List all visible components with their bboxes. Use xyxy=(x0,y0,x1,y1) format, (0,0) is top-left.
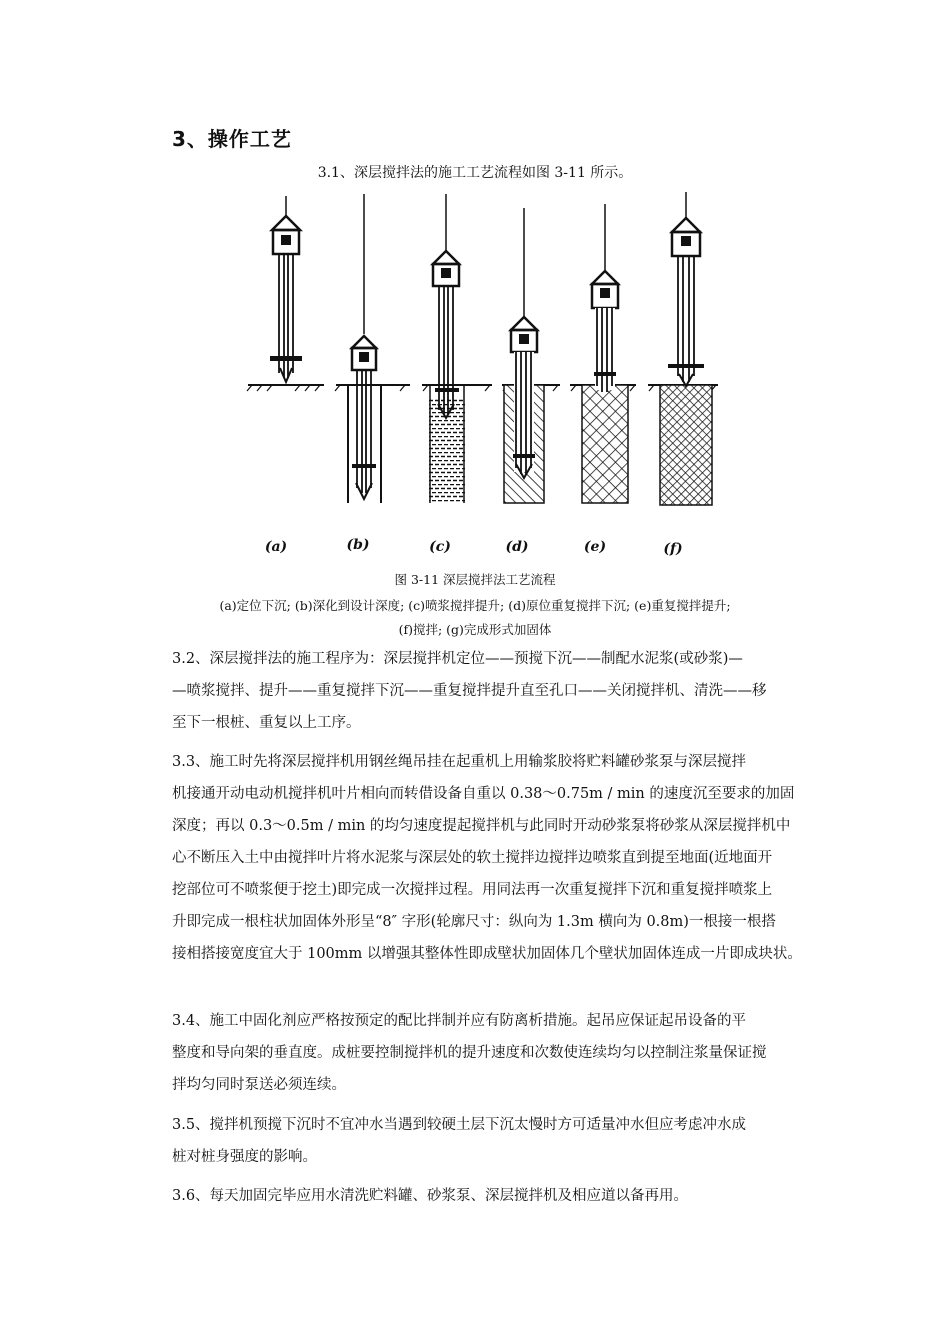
stage-label: (b) xyxy=(346,537,370,553)
stage-e xyxy=(582,204,628,503)
stage-label: (c) xyxy=(429,539,451,555)
figure-note-line: (a)定位下沉; (b)深化到设计深度; (c)喷浆搅拌提升; (d)原位重复搅拌下沉; (e)重复搅拌提升; xyxy=(219,598,731,613)
paragraph-3-2 xyxy=(172,643,842,739)
text-line: 挖部位可不喷浆便于挖土)即完成一次搅拌过程。用同法再一次重复搅拌下沉和重复搅拌喷浆上 xyxy=(172,882,773,898)
text-line: 桩对桩身强度的影响。 xyxy=(172,1149,317,1165)
process-figure xyxy=(240,188,730,560)
text-line: 3.3、施工时先将深层搅拌机用钢丝绳吊挂在起重机上用输浆胶将贮料罐砂浆泵与深层搅拌 xyxy=(172,754,747,770)
paragraph-3-5 xyxy=(172,1109,842,1173)
figure-caption: 图 3-11 深层搅拌法工艺流程 xyxy=(394,572,556,587)
figure-note-line: (f)搅拌; (g)完成形式加固体 xyxy=(398,622,552,637)
text-line: 3.6、每天加固完毕应用水清洗贮料罐、砂浆泵、深层搅拌机及相应道以备再用。 xyxy=(172,1188,689,1204)
text-line: 拌均匀同时泵送必须连续。 xyxy=(172,1077,346,1093)
stage-a xyxy=(270,196,302,382)
text-line: 3.2、深层搅拌法的施工程序为：深层搅拌机定位——预搅下沉——制配水泥浆(或砂浆)— xyxy=(172,651,743,667)
stage-label: (f) xyxy=(663,541,683,557)
stage-f xyxy=(660,192,712,505)
text-line: 深度；再以 0.3～0.5m / min 的均匀速度提起搅拌机与此同时开动砂浆泵将砂浆从深层搅拌机中 xyxy=(172,818,791,834)
text-line: 机接通开动电动机搅拌机叶片相向而转借设备自重以 0.38～0.75m / min 的速度沉至要求的加固 xyxy=(172,786,795,802)
paragraph-3-4 xyxy=(172,1005,842,1101)
text-line: 升即完成一根柱状加固体外形呈“8″ 字形(轮廓尺寸：纵向为 1.3m 横向为 0.8m)一根接一根搭 xyxy=(172,914,776,930)
paragraph-3-6 xyxy=(172,1180,842,1212)
text-line: 3.5、搅拌机预搅下沉时不宜冲水当遇到较硬土层下沉太慢时方可适量冲水但应考虑冲水成 xyxy=(172,1117,747,1133)
stage-label: (d) xyxy=(505,539,529,555)
intro-line: 3.1、深层搅拌法的施工工艺流程如图 3-11 所示。 xyxy=(317,165,633,181)
text-line: 接相搭接宽度宜大于 100mm 以增强其整体性即成壁状加固体几个壁状加固体连成一片即成块状。 xyxy=(172,946,802,962)
text-line: 3.4、施工中固化剂应严格按预定的配比拌制并应有防离析措施。起吊应保证起吊设备的平 xyxy=(172,1013,747,1029)
stage-label: (e) xyxy=(583,539,607,555)
section-heading: 3、操作工艺 xyxy=(172,127,292,151)
text-line: 整度和导向架的垂直度。成桩要控制搅拌机的提升速度和次数使连续均匀以控制注浆量保证搅 xyxy=(172,1045,767,1061)
stage-label: (a) xyxy=(264,539,288,555)
text-line: 至下一根桩、重复以上工序。 xyxy=(172,715,361,731)
text-line: —喷浆搅拌、提升——重复搅拌下沉——重复搅拌提升直至孔口——关闭搅拌机、清洗——移 xyxy=(172,683,767,699)
paragraph-3-3 xyxy=(172,746,842,970)
stage-c xyxy=(429,194,465,503)
stage-b xyxy=(348,194,381,503)
stage-d xyxy=(504,208,544,503)
text-line: 心不断压入土中由搅拌叶片将水泥浆与深层处的软土搅拌边搅拌边喷浆直到提至地面(近地面开 xyxy=(172,850,773,866)
